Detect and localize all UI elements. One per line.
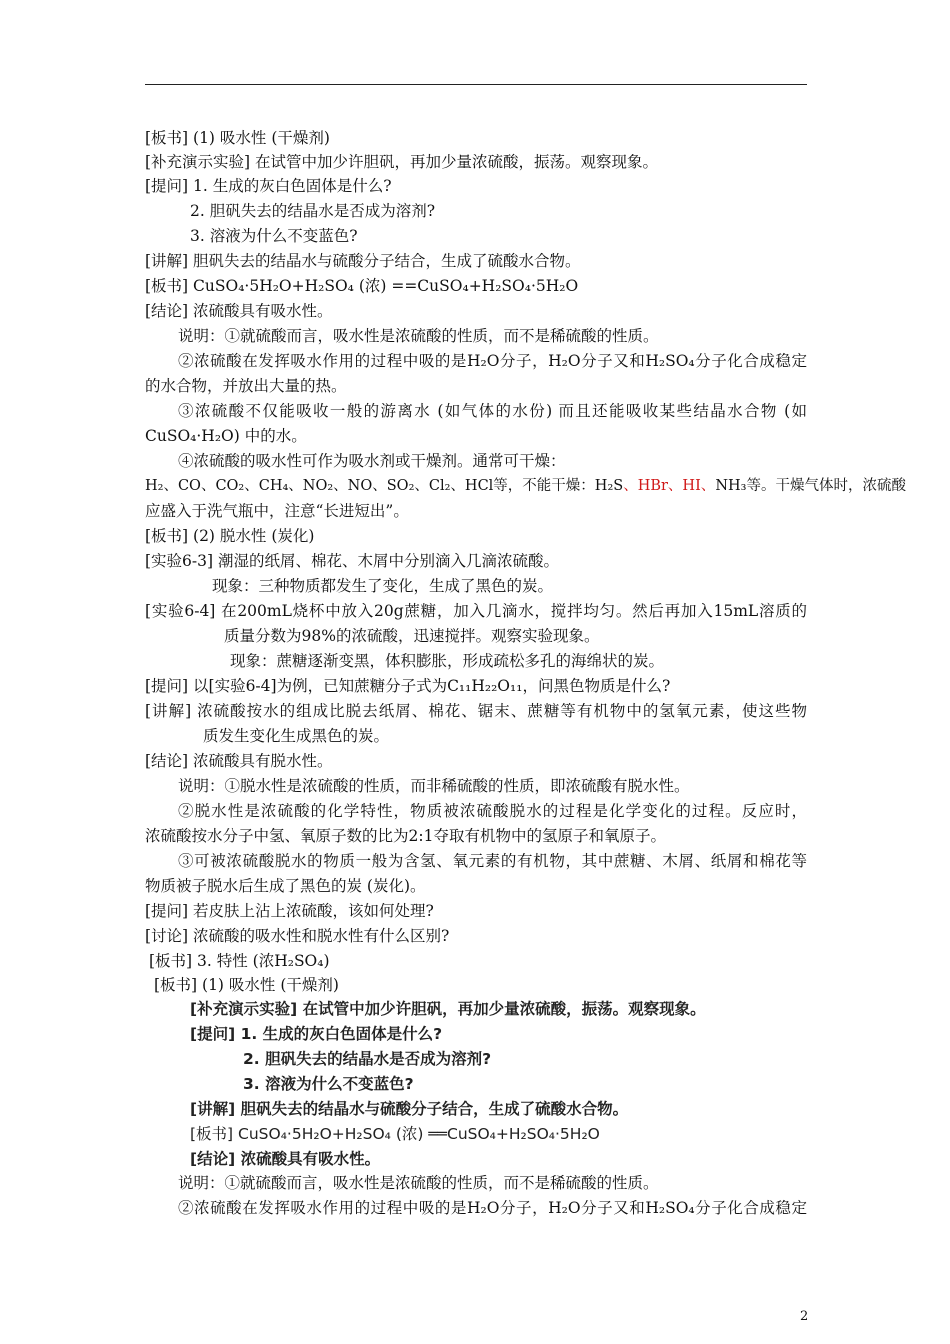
text-line: [结论] 浓硫酸具有吸水性。	[145, 302, 333, 320]
gas-list-line	[145, 475, 906, 497]
text-line: ②脱水性是浓硫酸的化学特性，物质被浓硫酸脱水的过程是化学变化的过程。反应时，	[178, 802, 807, 820]
text-line: 3. 溶液为什么不变蓝色?	[190, 227, 358, 245]
text-line: ③浓硫酸不仅能吸收一般的游离水 (如气体的水份) 而且还能吸收某些结晶水合物 (如	[178, 402, 807, 420]
text-line: 质发生变化生成黑色的炭。	[203, 727, 390, 745]
text-line: [板书] (1) 吸水性 (干燥剂)	[154, 976, 339, 994]
text-line: 说明：①脱水性是浓硫酸的性质，而非稀硫酸的性质，即浓硫酸有脱水性。	[178, 777, 690, 795]
text-line: ④浓硫酸的吸水性可作为吸水剂或干燥剂。通常可干燥：	[178, 452, 566, 470]
text-line: ②浓硫酸在发挥吸水作用的过程中吸的是H₂O分子，H₂O分子又和H₂SO₄分子化合成稳定	[178, 352, 807, 370]
text-line: [补充演示实验] 在试管中加少许胆矾，再加少量浓硫酸，振荡。观察现象。	[145, 153, 659, 171]
text-line: 说明：①就硫酸而言，吸水性是浓硫酸的性质，而不是稀硫酸的性质。	[178, 327, 659, 345]
text-line: 现象：蔗糖逐渐变黑，体积膨胀，形成疏松多孔的海绵状的炭。	[230, 652, 665, 670]
text-line: [板书] (2) 脱水性 (炭化)	[145, 527, 315, 545]
text-line: ③可被浓硫酸脱水的物质一般为含氢、氧元素的有机物，其中蔗糖、木屑、纸屑和棉花等	[178, 852, 807, 870]
scan-line: 3. 溶液为什么不变蓝色?	[243, 1075, 414, 1093]
text-line: 应盛入于洗气瓶中，注意“长进短出”。	[145, 502, 409, 520]
text-line: [提问] 若皮肤上沾上浓硫酸，该如何处理?	[145, 902, 434, 920]
text-line: 物质被子脱水后生成了黑色的炭 (炭化)。	[145, 877, 426, 895]
text-line: 质量分数为98%的浓硫酸，迅速搅拌。观察实验现象。	[224, 627, 600, 645]
text-line: [实验6-3] 潮湿的纸屑、棉花、木屑中分别滴入几滴浓硫酸。	[145, 552, 559, 570]
text-line: CuSO₄·H₂O) 中的水。	[145, 427, 307, 445]
scan-line: [讲解] 胆矾失去的结晶水与硫酸分子结合，生成了硫酸水合物。	[190, 1100, 629, 1118]
text-line: [板书] 3. 特性 (浓H₂SO₄)	[149, 952, 330, 970]
scan-line: [补充演示实验] 在试管中加少许胆矾，再加少量浓硫酸，振荡。观察现象。	[190, 1000, 706, 1018]
text-line: 浓硫酸按水分子中氢、氧原子数的比为2:1夺取有机物中的氢原子和氧原子。	[145, 827, 666, 845]
text-line: 的水合物，并放出大量的热。	[145, 377, 347, 395]
text-line: 说明：①就硫酸而言，吸水性是浓硫酸的性质，而不是稀硫酸的性质。	[178, 1174, 659, 1192]
scan-line: [提问] 1. 生成的灰白色固体是什么?	[190, 1025, 443, 1043]
text-line: [讲解] 浓硫酸按水的组成比脱去纸屑、棉花、锯末、蔗糖等有机物中的氢氧元素，使这些物	[145, 702, 807, 720]
gas-list-dryable: H₂、CO、CO₂、CH₄、NO₂、NO、SO₂、Cl₂、HCl等，不能干燥：H₂S	[145, 478, 624, 494]
text-line: [结论] 浓硫酸具有脱水性。	[145, 752, 333, 770]
scan-line: [结论] 浓硫酸具有吸水性。	[190, 1150, 381, 1168]
equation-line: [板书] CuSO₄·5H₂O+H₂SO₄ (浓) ==CuSO₄+H₂SO₄·5H₂O	[145, 277, 579, 295]
text-line: [提问] 1. 生成的灰白色固体是什么?	[145, 177, 392, 195]
text-line: [实验6-4] 在200mL烧杯中放入20g蔗糖，加入几滴水，搅拌均匀。然后再加入15mL溶质的	[145, 602, 807, 620]
text-line: 现象：三种物质都发生了变化，生成了黑色的炭。	[212, 577, 554, 595]
text-line: 2. 胆矾失去的结晶水是否成为溶剂?	[190, 202, 436, 220]
text-line: [讲解] 胆矾失去的结晶水与硫酸分子结合，生成了硫酸水合物。	[145, 252, 581, 270]
page-number: 2	[800, 1309, 809, 1324]
header-rule	[145, 84, 807, 85]
text-line: ②浓硫酸在发挥吸水作用的过程中吸的是H₂O分子，H₂O分子又和H₂SO₄分子化合成稳定	[178, 1199, 807, 1217]
scan-equation-line: [板书] CuSO₄·5H₂O+H₂SO₄ (浓) ══CuSO₄+H₂SO₄·5H₂O	[190, 1125, 600, 1143]
gas-list-rest: NH₃等。干燥气体时，浓硫酸	[715, 478, 906, 494]
text-line: [板书] (1) 吸水性 (干燥剂)	[145, 129, 330, 147]
text-line: [讨论] 浓硫酸的吸水性和脱水性有什么区别?	[145, 927, 450, 945]
text-line: [提问] 以[实验6-4]为例，已知蔗糖分子式为C₁₁H₂₂O₁₁，问黑色物质是什么?	[145, 677, 671, 695]
gas-list-highlight: 、HBr、HI、	[623, 478, 716, 494]
scan-line: 2. 胆矾失去的结晶水是否成为溶剂?	[243, 1050, 492, 1068]
